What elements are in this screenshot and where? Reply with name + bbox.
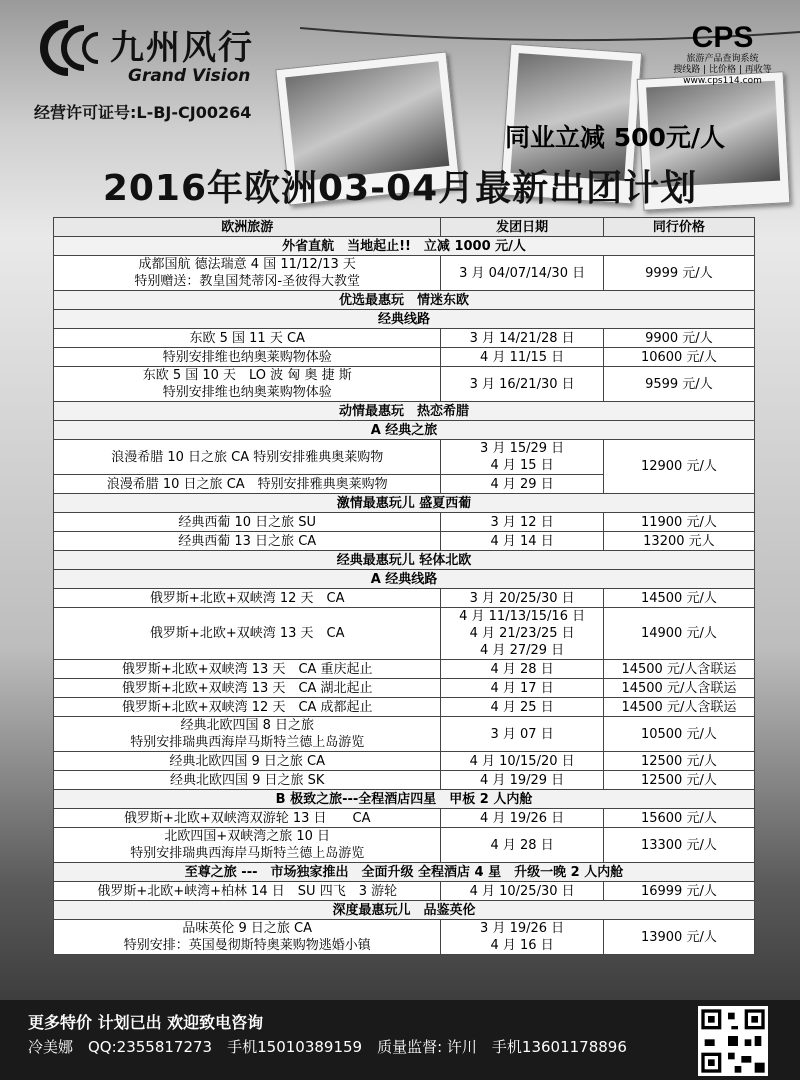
col-route: 欧洲旅游 bbox=[54, 218, 441, 237]
promo-discount: 同业立减 500元/人 bbox=[505, 123, 726, 152]
table-row: 浪漫希腊 10 日之旅 CA 特别安排雅典奥莱购物 3 月 15/29 日 4 月 15 日 12900 元/人 bbox=[54, 440, 755, 475]
table-header-row bbox=[54, 218, 755, 237]
table-row: 俄罗斯+北欧+双峡湾 13 天 CA 重庆起止 4 月 28 日 14500 元/人含联运 bbox=[54, 660, 755, 679]
section-row: 激情最惠玩儿 盛夏西葡 bbox=[54, 494, 755, 513]
table-row: 成都国航 德法瑞意 4 国 11/12/13 天 特别赠送：教皇国梵蒂冈-圣彼得大教堂 3 月 04/07/14/30 日 9999 元/人 bbox=[54, 256, 755, 291]
footer-slogan: 更多特价 计划已出 欢迎致电咨询 bbox=[28, 1013, 264, 1032]
section-row: 优选最惠玩 情迷东欧 bbox=[54, 291, 755, 310]
table-row: 经典西葡 13 日之旅 CA 4 月 14 日 13200 元人 bbox=[54, 532, 755, 551]
cps-url: www.cps114.com bbox=[683, 76, 762, 86]
table-row: 俄罗斯+北欧+双峡湾 13 天 CA 湖北起止 4 月 17 日 14500 元/人含联运 bbox=[54, 679, 755, 698]
section-row: 经典最惠玩儿 轻体北欧 bbox=[54, 551, 755, 570]
table-row: 俄罗斯+北欧+双峡湾 13 天 CA 4 月 11/13/15/16 日 4 月 21/23/25 日 4 月 27/29 日 14900 元/人 bbox=[54, 608, 755, 660]
table-row: 经典北欧四国 8 日之旅 特别安排瑞典西海岸马斯特兰德上岛游览 3 月 07 日 10500 元/人 bbox=[54, 717, 755, 752]
table-row: 经典北欧四国 9 日之旅 CA 4 月 10/15/20 日 12500 元/人 bbox=[54, 752, 755, 771]
table-row: 北欧四国+双峡湾之旅 10 日 特别安排瑞典西海岸马斯特兰德上岛游览 4 月 28 日 13300 元/人 bbox=[54, 828, 755, 863]
cps-tagline: 搜线路 | 比价格 | 再收等 bbox=[673, 65, 772, 75]
cps-badge bbox=[660, 22, 785, 84]
col-price: 同行价格 bbox=[603, 218, 754, 237]
col-date: 发团日期 bbox=[441, 218, 603, 237]
brand-name-en: Grand Vision bbox=[128, 66, 251, 86]
tour-schedule-table bbox=[53, 217, 755, 955]
page-title: 2016年欧洲03-04月最新出团计划 bbox=[102, 168, 698, 209]
table-row: 浪漫希腊 10 日之旅 CA 特别安排雅典奥莱购物 4 月 29 日 bbox=[54, 475, 755, 494]
section-row: 动情最惠玩 热恋希腊 bbox=[54, 402, 755, 421]
table-row: 经典北欧四国 9 日之旅 SK 4 月 19/29 日 12500 元/人 bbox=[54, 771, 755, 790]
header bbox=[0, 0, 800, 215]
table-row: 特别安排维也纳奥莱购物体验 4 月 11/15 日 10600 元/人 bbox=[54, 348, 755, 367]
section-row: A 经典线路 bbox=[54, 570, 755, 589]
table-row: 俄罗斯+北欧+峡湾+柏林 14 日 SU 四飞 3 游轮 4 月 10/25/30 日 16999 元/人 bbox=[54, 882, 755, 901]
cps-title: CPS bbox=[691, 21, 754, 54]
table-row: 俄罗斯+北欧+双峡湾双游轮 13 日 CA 4 月 19/26 日 15600 元/人 bbox=[54, 809, 755, 828]
section-row: 深度最惠玩儿 品鉴英伦 bbox=[54, 901, 755, 920]
table-row: 俄罗斯+北欧+双峡湾 12 天 CA 3 月 20/25/30 日 14500 元/人 bbox=[54, 589, 755, 608]
table-row: 经典西葡 10 日之旅 SU 3 月 12 日 11900 元/人 bbox=[54, 513, 755, 532]
section-row: 至尊之旅 --- 市场独家推出 全面升级 全程酒店 4 星 升级一晚 2 人内舱 bbox=[54, 863, 755, 882]
section-row: A 经典之旅 bbox=[54, 421, 755, 440]
qr-code-icon bbox=[698, 1006, 768, 1076]
footer-contacts: 冷美娜 QQ:2355817273 手机15010389159 质量监督: 许川 手机13601178896 bbox=[28, 1038, 627, 1056]
table-row: 东欧 5 国 11 天 CA 3 月 14/21/28 日 9900 元/人 bbox=[54, 329, 755, 348]
brand-name: 九州风行 bbox=[110, 28, 254, 68]
table-row: 品味英伦 9 日之旅 CA 特别安排：英国曼彻斯特奥莱购物逃婚小镇 3 月 19/26 日 4 月 16 日 13900 元/人 bbox=[54, 920, 755, 955]
section-row: B 极致之旅---全程酒店四星 甲板 2 人内舱 bbox=[54, 790, 755, 809]
cps-subtitle: 旅游产品查询系统 bbox=[686, 54, 759, 64]
section-row: 外省直航 当地起止!! 立减 1000 元/人 bbox=[54, 237, 755, 256]
footer bbox=[0, 1000, 800, 1080]
table-row: 东欧 5 国 10 天 LO 波 匈 奥 捷 斯 特别安排维也纳奥莱购物体验 3 月 16/21/30 日 9599 元/人 bbox=[54, 367, 755, 402]
logo-mark-icon bbox=[28, 18, 108, 78]
table-row: 俄罗斯+北欧+双峡湾 12 天 CA 成都起止 4 月 25 日 14500 元/人含联运 bbox=[54, 698, 755, 717]
section-row: 经典线路 bbox=[54, 310, 755, 329]
license-number: 经营许可证号:L-BJ-CJ00264 bbox=[34, 103, 252, 122]
